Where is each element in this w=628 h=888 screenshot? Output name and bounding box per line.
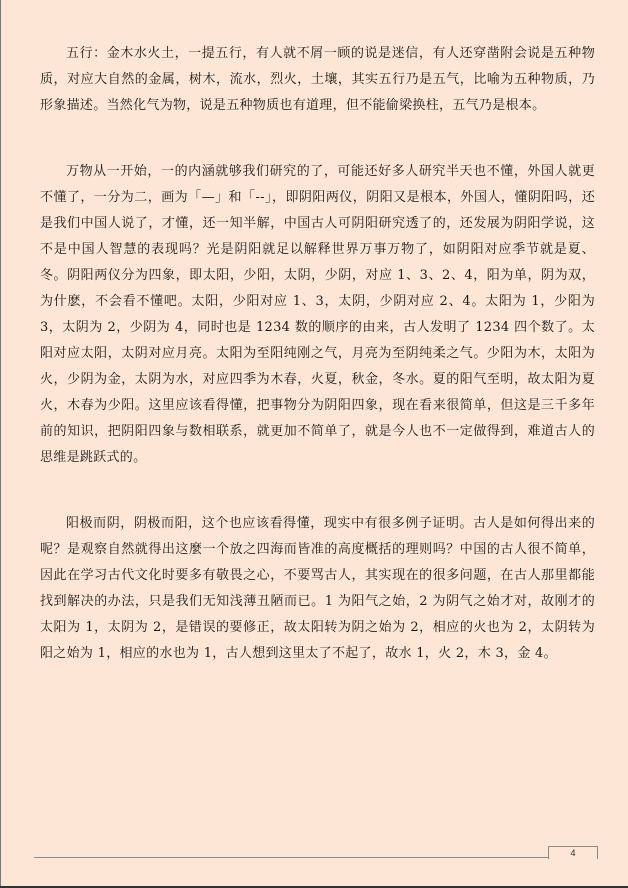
footer-rule xyxy=(34,857,549,858)
document-body xyxy=(40,41,595,667)
paragraph-yinyang: 万物从一开始，一的内涵就够我们研究的了，可能还好多人研究半天也不懂，外国人就更不懂了，一分为二，画为「—」和「--」，即阴阳两仪，阴阳又是根本，外国人，懂阴阳吗，还是我们中国人说了，才懂，还一知半解，中国古人可阴阳研究透了的，还发展为阴阳学说，这不是中国人智慧的表现吗？光是阴阳就足以解释世界万事万物了，如阴阳对应季节就是夏、冬。阴阳两仪分为四象，即太阳，少阳，太阴，少阴，对应 1、3、2、4，阳为单，阴为双，为什麽，不会看不懂吧。太阳，少阳对应 1、3，太阴，少阴对应 2、4。太阳为 1，少阳为 3，太阴为 2，少阴为 4，同时也是 1234 数的顺序的由来，古人发明了 1234 四个数了。太阳对应太阳，太阴对应月亮。太阳为至阳纯刚之气，月亮为至阴纯柔之气。少阳为木，太阳为火，少阴为金，太阴为水，对应四季为木春，火夏，秋金，冬水。夏的阳气至明，故太阳为夏火，木春为少阳。这里应该看得懂，把事物分为阴阳四象，现在看来很简单，但这是三千多年前的知识，把阴阳四象与数相联系，就更加不简单了，就是今人也不一定做得到，难道古人的思维是跳跃式的。 xyxy=(40,164,595,465)
page-left-border xyxy=(0,0,1,886)
page-number: 4 xyxy=(548,846,598,859)
paragraph-numbers: 阳极而阴，阴极而阳，这个也应该看得懂，现实中有很多例子证明。古人是如何得出来的呢？是观察自然就得出这麼一个放之四海而皆准的高度概括的理则吗？中国的古人很不简单，因此在学习古代文化时要多有敬畏之心，不要骂古人，其实现在的很多问题，在古人那里都能找到解决的办法，只是我们无知浅薄丑陋而已。1 为阳气之始，2 为阴气之始才对，故刚才的太阳为 1，太阴为 2，是错误的要修正，故太阳转为阴之始为 2，相应的火也为 2，太阴转为阳之始为 1，相应的水也为 1，古人想到这里太了不起了，故水 1，火 2，木 3，金 4。 xyxy=(40,516,595,661)
paragraph-wuxing: 五行：金木水火土，一提五行，有人就不屑一顾的说是迷信，有人还穿凿附会说是五种物质，对应大自然的金属，树木，流水，烈火，土壤，其实五行乃是五气，比喻为五种物质，乃形象描述。当然化气为物，说是五种物质也有道理，但不能偷梁换柱，五气乃是根本。 xyxy=(40,46,595,113)
